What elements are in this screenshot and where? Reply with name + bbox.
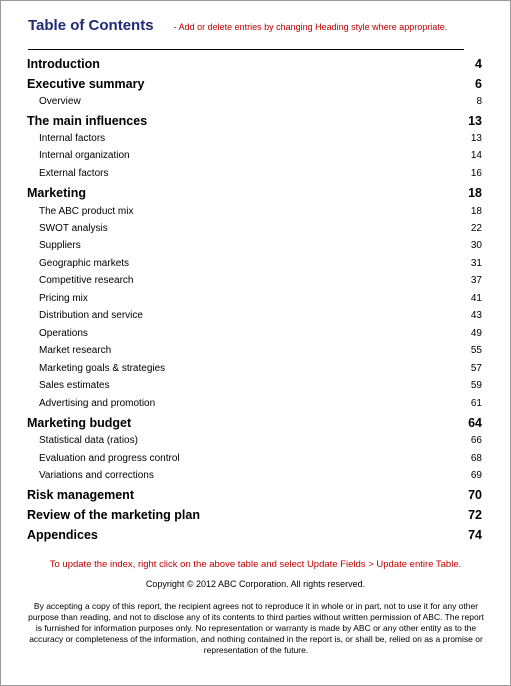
toc-entry[interactable] bbox=[1, 309, 510, 322]
toc-entry-label: The main influences bbox=[27, 114, 148, 128]
toc-entry[interactable] bbox=[1, 222, 510, 235]
toc-entry-page: 64 bbox=[468, 416, 482, 430]
toc-entry-page: 18 bbox=[470, 206, 482, 217]
title-rule bbox=[28, 49, 464, 50]
toc-entry-page: 41 bbox=[470, 293, 482, 304]
toc-entry-page: 16 bbox=[470, 168, 482, 179]
copyright-line: Copyright © 2012 ABC Corporation. All rights reserved. bbox=[145, 579, 366, 589]
toc-entry[interactable] bbox=[1, 76, 510, 92]
toc-entry-label: Internal organization bbox=[39, 150, 130, 161]
toc-entry-page: 22 bbox=[470, 223, 482, 234]
toc-entry[interactable] bbox=[1, 379, 510, 392]
toc-entry-label: The ABC product mix bbox=[39, 206, 134, 217]
toc-entry-page: 57 bbox=[470, 363, 482, 374]
toc-entry-page: 70 bbox=[468, 488, 482, 502]
toc-entry-label: Risk management bbox=[27, 488, 134, 502]
toc-entry[interactable] bbox=[1, 149, 510, 162]
toc-entry-page: 43 bbox=[470, 310, 482, 321]
toc-entry[interactable] bbox=[1, 239, 510, 252]
toc-entry[interactable] bbox=[1, 434, 510, 447]
toc-entry-page: 59 bbox=[470, 380, 482, 391]
toc-entry-page: 30 bbox=[470, 240, 482, 251]
toc-entry-label: Introduction bbox=[27, 57, 100, 71]
toc-entry-page: 61 bbox=[470, 398, 482, 409]
toc-entry-label: Competitive research bbox=[39, 275, 134, 286]
toc-entry[interactable] bbox=[1, 132, 510, 145]
toc-entry[interactable] bbox=[1, 507, 510, 523]
toc-entry[interactable] bbox=[1, 292, 510, 305]
toc-entry-page: 55 bbox=[470, 345, 482, 356]
toc-entry-page: 8 bbox=[476, 96, 482, 107]
toc-entry-label: External factors bbox=[39, 168, 109, 179]
toc-entry-page: 37 bbox=[470, 275, 482, 286]
toc-entry-label: SWOT analysis bbox=[39, 223, 108, 234]
toc-entry-page: 14 bbox=[470, 150, 482, 161]
toc-entry-label: Appendices bbox=[27, 528, 98, 542]
toc-entry-label: Statistical data (ratios) bbox=[39, 435, 138, 446]
toc-entry-page: 13 bbox=[468, 114, 482, 128]
toc-entry[interactable] bbox=[1, 113, 510, 129]
toc-entry-page: 68 bbox=[470, 453, 482, 464]
toc-entry[interactable] bbox=[1, 95, 510, 108]
toc-entry-page: 18 bbox=[468, 186, 482, 200]
toc-entry-label: Marketing bbox=[27, 186, 87, 200]
toc-entry[interactable] bbox=[1, 274, 510, 287]
toc-entry-label: Suppliers bbox=[39, 240, 81, 251]
disclaimer-text: By accepting a copy of this report, the recipient agrees not to reproduce it in whole or in part, not to use it for any other purpose than reading, and not to disclose any of its contents to third parties without written permission of ABC. The report is furnished for information purposes only. No representation or warranty is made by ABC or any other entity as to the accuracy or completeness of the information, and nothing contained in the report is, or shall be, relied on as a promise or representation of the future. bbox=[28, 601, 484, 655]
toc-entry[interactable] bbox=[1, 469, 510, 482]
toc-entry[interactable] bbox=[1, 362, 510, 375]
toc-entry-label: Internal factors bbox=[39, 133, 106, 144]
toc-entry[interactable] bbox=[1, 257, 510, 270]
toc-entry-label: Distribution and service bbox=[39, 310, 143, 321]
toc-instruction-note: - Add or delete entries by changing Heading style where appropriate. bbox=[173, 22, 448, 32]
toc-entry-page: 66 bbox=[470, 435, 482, 446]
toc-entry[interactable] bbox=[1, 205, 510, 218]
toc-entry[interactable] bbox=[1, 397, 510, 410]
toc-entry[interactable] bbox=[1, 327, 510, 340]
toc-entry-label: Marketing goals & strategies bbox=[39, 363, 166, 374]
toc-entry-label: Geographic markets bbox=[39, 258, 130, 269]
toc-entry-label: Operations bbox=[39, 328, 88, 339]
toc-entry-page: 31 bbox=[470, 258, 482, 269]
toc-entry-page: 74 bbox=[468, 528, 482, 542]
toc-entry-label: Market research bbox=[39, 345, 112, 356]
toc-entry[interactable] bbox=[1, 415, 510, 431]
toc-entry-label: Evaluation and progress control bbox=[39, 453, 180, 464]
toc-entry-page: 72 bbox=[468, 508, 482, 522]
toc-entry-page: 6 bbox=[475, 77, 482, 91]
toc-entry[interactable] bbox=[1, 487, 510, 503]
toc-entry[interactable] bbox=[1, 527, 510, 543]
update-index-note: To update the index, right click on the above table and select Update Fields > Update entire Table. bbox=[49, 559, 462, 570]
toc-entry-label: Overview bbox=[39, 96, 81, 107]
toc-entry-label: Review of the marketing plan bbox=[27, 508, 200, 522]
toc-entry[interactable] bbox=[1, 452, 510, 465]
toc-entry-page: 69 bbox=[470, 470, 482, 481]
toc-entry-page: 49 bbox=[470, 328, 482, 339]
toc-entry-label: Sales estimates bbox=[39, 380, 110, 391]
toc-header bbox=[28, 17, 468, 34]
toc-entry-page: 13 bbox=[470, 133, 482, 144]
toc-entry[interactable] bbox=[1, 344, 510, 357]
toc-entry-label: Executive summary bbox=[27, 77, 145, 91]
toc-entry[interactable] bbox=[1, 185, 510, 201]
toc-entry-page: 4 bbox=[475, 57, 482, 71]
toc-title: Table of Contents bbox=[28, 17, 154, 34]
toc-entry-label: Advertising and promotion bbox=[39, 398, 156, 409]
toc-entry-label: Variations and corrections bbox=[39, 470, 154, 481]
toc-entry[interactable] bbox=[1, 167, 510, 180]
toc-entry-label: Pricing mix bbox=[39, 293, 88, 304]
toc-entry[interactable] bbox=[1, 56, 510, 72]
toc-entry-label: Marketing budget bbox=[27, 416, 132, 430]
